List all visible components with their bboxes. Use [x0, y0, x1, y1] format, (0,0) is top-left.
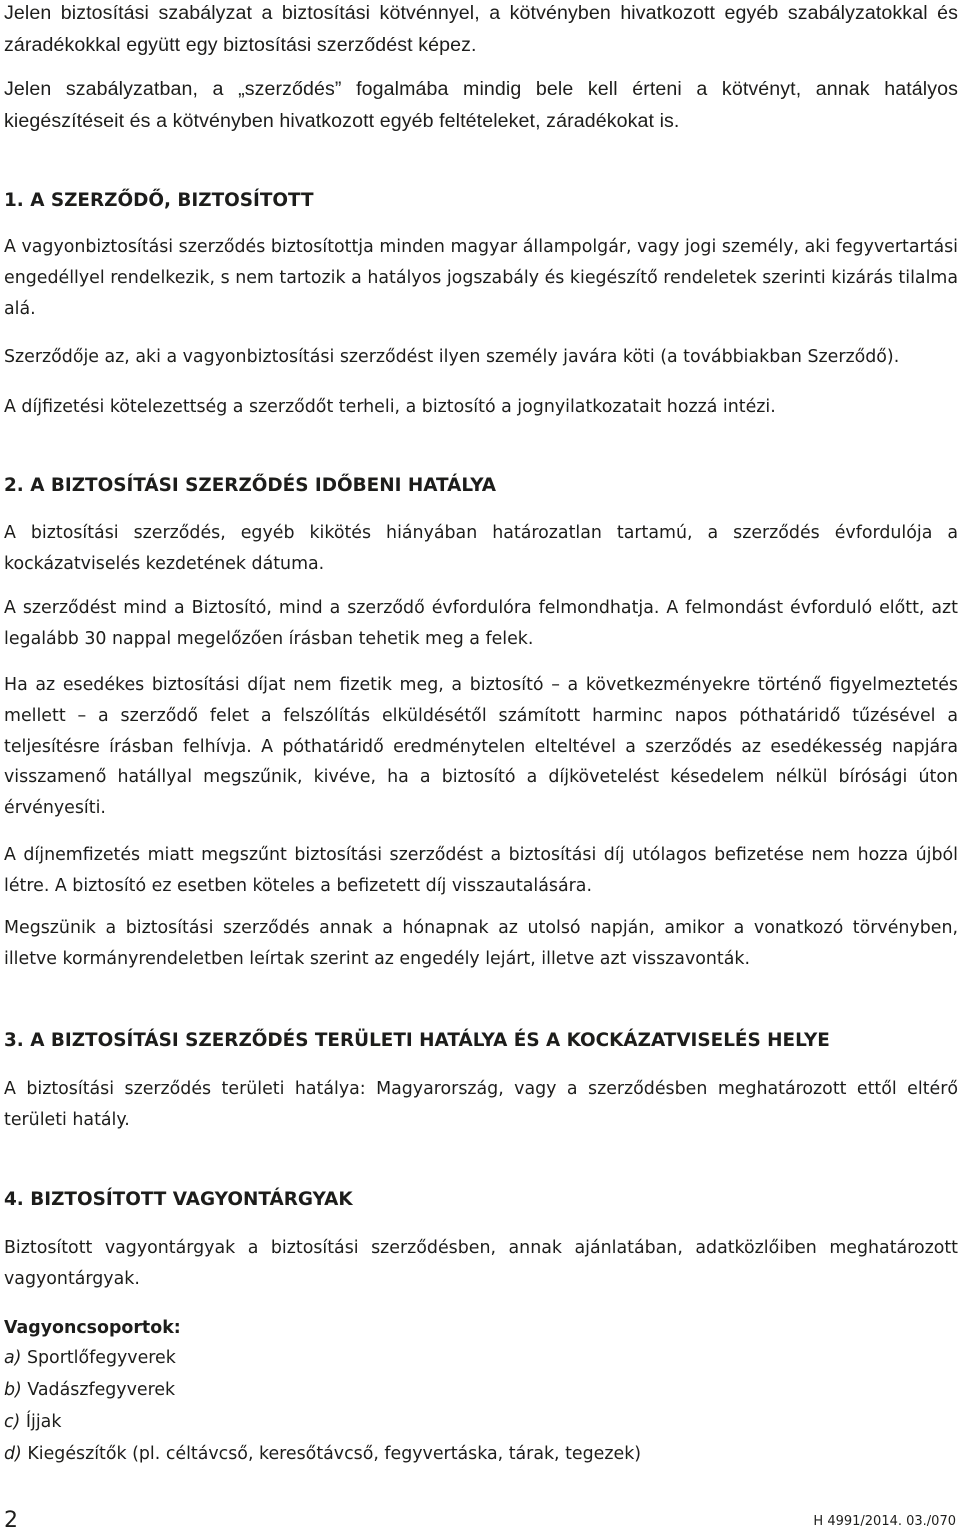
section-1-paragraph-3: A díjfizetési kötelezettség a szerződőt terheli, a biztosító a jognyilatkozatait hozzá intézi. [4, 397, 776, 417]
list-item [4, 1407, 958, 1437]
intro-paragraph-1: Jelen biztosítási szabályzat a biztosítási kötvénnyel, a kötvényben hivatkozott egyéb szabályzatokkal és záradékokkal együtt egy biztosítási szerződést képez. [4, 2, 958, 56]
section-2-paragraph-5: Megszünik a biztosítási szerződés annak a hónapnak az utolsó napján, amikor a vonatkozó törvényben, illetve kormányrendeletben leírtak szerint az engedély lejárt, illetve azt visszavonták. [4, 918, 958, 969]
section-number: 1. [4, 190, 24, 211]
section-number: 2. [4, 475, 24, 496]
list-item-text: Kiegészítők (pl. céltávcső, keresőtávcső, fegyvertáska, tárak, tegezek) [27, 1444, 642, 1464]
list-item-letter: a) [4, 1348, 22, 1368]
section-3-heading [4, 1026, 958, 1056]
section-2-paragraph-4: A díjnemfizetés miatt megszűnt biztosítási szerződést a biztosítási díj utólagos befizetése nem hozza újból létre. A biztosító ez esetben köteles a befizetett díj visszautalására. [4, 845, 958, 896]
list-item [4, 1375, 958, 1405]
section-title: A BIZTOSÍTÁSI SZERZŐDÉS TERÜLETI HATÁLYA ÉS A KOCKÁZATVISELÉS HELYE [30, 1030, 830, 1051]
section-1-heading [4, 186, 958, 216]
list-item-letter: b) [4, 1380, 22, 1400]
list-item [4, 1343, 958, 1373]
asset-groups-heading: Vagyoncsoportok: [4, 1318, 181, 1338]
section-2-paragraph-3: Ha az esedékes biztosítási díjat nem fizetik meg, a biztosító – a következményekre történő figyelmeztetés mellett – a szerződő felet a felszólítás elküldésétől számított harminc napos póthatáridő tűzésével a teljesítésre írásban felhívja. A póthatáridő eredménytelen elteltével a szerződés az esedékesség napjára visszamenő hatállyal megszűnik, kivéve, ha a biztosító a díjkövetelést késedelem nélkül bírósági úton érvényesíti. [4, 675, 958, 819]
list-item-text: Sportlőfegyverek [26, 1348, 176, 1368]
page-number: 2 [4, 1508, 18, 1533]
asset-groups-list [4, 1343, 958, 1469]
section-number: 4. [4, 1189, 24, 1210]
section-4-paragraph-1: Biztosított vagyontárgyak a biztosítási szerződésben, annak ajánlatában, adatközlőiben meghatározott vagyontárgyak. [4, 1238, 958, 1289]
section-title: BIZTOSÍTOTT VAGYONTÁRGYAK [30, 1189, 353, 1210]
list-item [4, 1439, 958, 1469]
document-reference: H 4991/2014. 03./070 [813, 1514, 956, 1529]
list-item-text: Vadászfegyverek [27, 1380, 176, 1400]
section-1-paragraph-2: Szerződője az, aki a vagyonbiztosítási szerződést ilyen személy javára köti (a továbbiakban Szerződő). [4, 347, 900, 367]
section-title: A BIZTOSÍTÁSI SZERZŐDÉS IDŐBENI HATÁLYA [30, 475, 497, 496]
section-title: A SZERZŐDŐ, BIZTOSÍTOTT [30, 190, 314, 211]
list-item-letter: d) [4, 1444, 22, 1464]
section-2-heading [4, 471, 958, 501]
list-item-letter: c) [4, 1412, 21, 1432]
section-1-paragraph-1: A vagyonbiztosítási szerződés biztosítottja minden magyar állampolgár, vagy jogi személy, aki fegyvertartási engedéllyel rendelkezik, s nem tartozik a hatályos jogszabály és kiegészítő rendeletek szerinti kizárás tilalma alá. [4, 237, 958, 319]
section-2-paragraph-1: A biztosítási szerződés, egyéb kikötés hiányában határozatlan tartamú, a szerződés évfordulója a kockázatviselés kezdetének dátuma. [4, 523, 958, 574]
section-number: 3. [4, 1030, 24, 1051]
section-4-heading [4, 1185, 958, 1215]
section-3-paragraph-1: A biztosítási szerződés területi hatálya: Magyarország, vagy a szerződésben meghatározott ettől eltérő területi hatály. [4, 1079, 958, 1130]
list-item-text: Íjjak [25, 1412, 62, 1432]
intro-paragraph-2: Jelen szabályzatban, a „szerződés” fogalmába mindig bele kell érteni a kötvényt, annak hatályos kiegészítéseit és a kötvényben hivatkozott egyéb feltételeket, záradékokat is. [4, 78, 958, 132]
section-2-paragraph-2: A szerződést mind a Biztosító, mind a szerződő évfordulóra felmondhatja. A felmondást évforduló előtt, azt legalább 30 nappal megelőzően írásban tehetik meg a felek. [4, 598, 958, 649]
